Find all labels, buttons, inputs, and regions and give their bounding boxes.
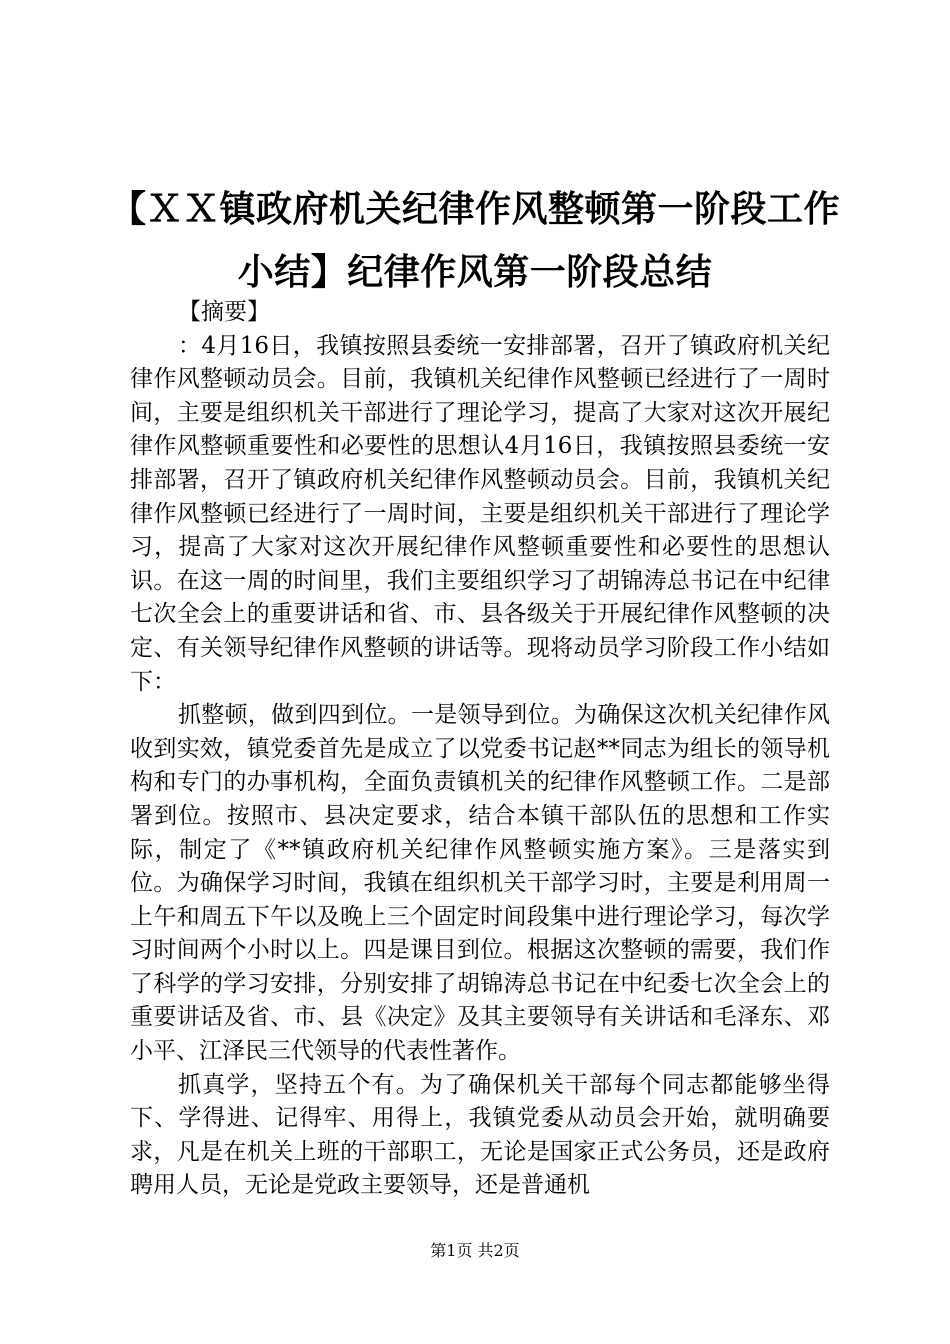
paragraph-rectification: 抓整顿，做到四到位。一是领导到位。为确保这次机关纪律作风收到实效，镇党委首先是成立了以党委书记赵**同志为组长的领导机构和专门的办事机构，全面负责镇机关的纪律作风整顿工作。二是部署到位。按照市、县决定要求，结合本镇干部队伍的思想和工作实际，制定了《**镇政府机关纪律作风整顿实施方案》。三是落实到位。为确保学习时间，我镇在组织机关干部学习时，主要是利用周一上午和周五下午以及晚上三个固定时间段集中进行理论学习，每次学习时间两个小时以上。四是课目到位。根据这次整顿的需要，我们作了科学的学习安排，分别安排了胡锦涛总书记在中纪委七次全会上的重要讲话及省、市、县《决定》及其主要领导有关讲话和毛泽东、邓小平、江泽民三代领导的代表性著作。 xyxy=(130,702,830,1065)
title-line-2: 小结】纪律作风第一阶段总结 xyxy=(237,251,713,293)
paragraph-study: 抓真学，坚持五个有。为了确保机关干部每个同志都能够坐得下、学得进、记得牢、用得上，我镇党委从动员会开始，就明确要求，凡是在机关上班的干部职工，无论是国家正式公务员，还是政府聘用人员，无论是党政主要领导，还是普通机 xyxy=(130,1071,830,1199)
paragraph-abstract: ：4月16日，我镇按照县委统一安排部署，召开了镇政府机关纪律作风整顿动员会。目前，我镇机关纪律作风整顿已经进行了一周时间，主要是组织机关干部进行了理论学习，提高了大家对这次开展纪律作风整顿重要性和必要性的思想认4月16日，我镇按照县委统一安排部署，召开了镇政府机关纪律作风整顿动员会。目前，我镇机关纪律作风整顿已经进行了一周时间，主要是组织机关干部进行了理论学习，提高了大家对这次开展纪律作风整顿重要性和必要性的思想认识。在这一周的时间里，我们主要组织学习了胡锦涛总书记在中纪律七次全会上的重要讲话和省、市、县各级关于开展纪律作风整顿的决定、有关领导纪律作风整顿的讲话等。现将动员学习阶段工作小结如下： xyxy=(130,332,830,695)
page-footer: 第1页 共2页 xyxy=(430,1241,520,1260)
title-line-1: 【ＸＸ镇政府机关纪律作风整顿第一阶段工作 xyxy=(109,188,840,230)
abstract-label: 【摘要】 xyxy=(178,299,270,325)
document-title xyxy=(100,178,850,304)
document-body xyxy=(130,296,830,1203)
